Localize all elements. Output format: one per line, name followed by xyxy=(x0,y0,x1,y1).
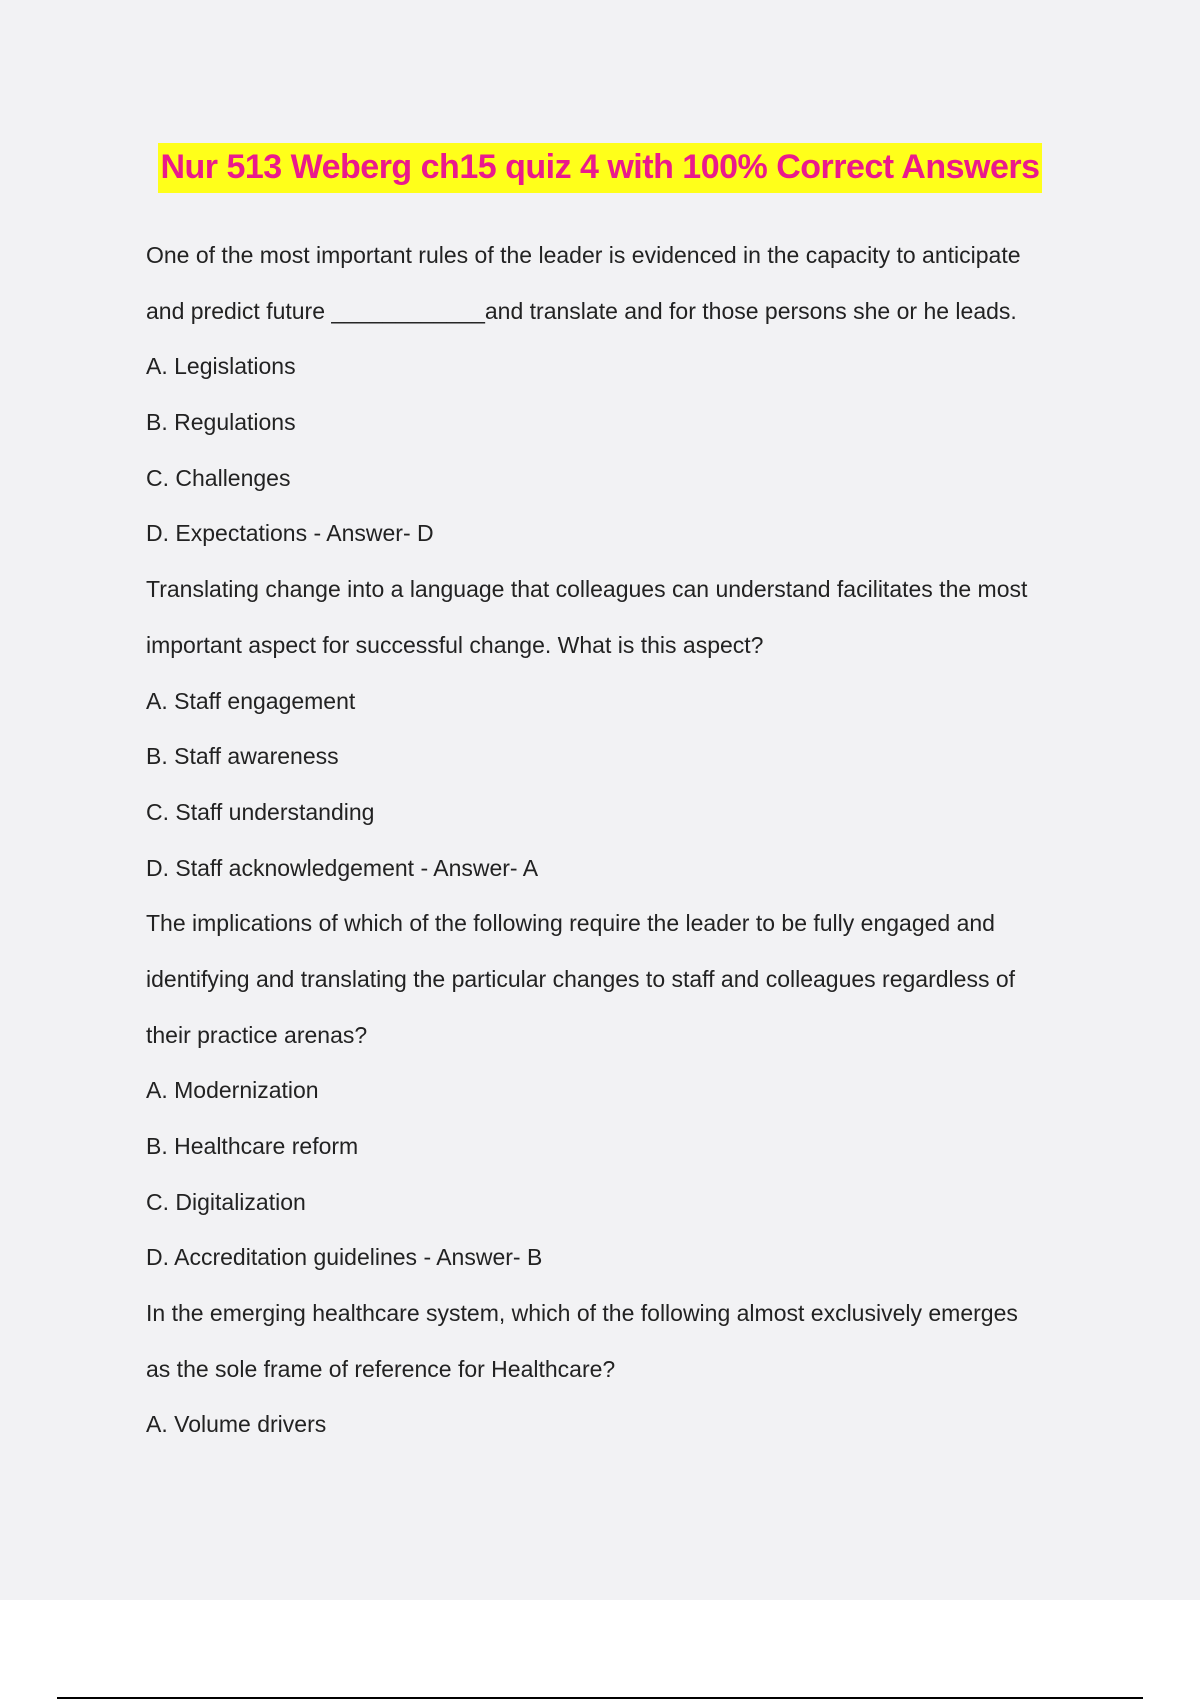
question-2-option-a: A. Staff engagement xyxy=(146,687,356,714)
document-body xyxy=(146,228,1086,1453)
question-2-option-c: C. Staff understanding xyxy=(146,798,375,825)
question-3-option-d-answer: D. Accreditation guidelines - Answer- B xyxy=(146,1244,543,1271)
question-3-line-3: their practice arenas? xyxy=(146,1021,368,1048)
question-3-option-a: A. Modernization xyxy=(146,1077,319,1104)
question-2-option-b: B. Staff awareness xyxy=(146,743,339,770)
question-4-line-1: In the emerging healthcare system, which of the following almost exclusively emerges xyxy=(146,1300,1018,1327)
question-1-option-d-answer: D. Expectations - Answer- D xyxy=(146,520,434,547)
question-4-line-2: as the sole frame of reference for Healthcare? xyxy=(146,1355,616,1382)
question-3-line-1: The implications of which of the following require the leader to be fully engaged and xyxy=(146,910,995,937)
question-4-option-a: A. Volume drivers xyxy=(146,1411,327,1438)
question-3-option-c: C. Digitalization xyxy=(146,1188,306,1215)
question-2-line-2: important aspect for successful change. What is this aspect? xyxy=(146,631,764,658)
question-1-line-2: and predict future ____________and translate and for those persons she or he leads. xyxy=(146,297,1017,324)
question-2-line-1: Translating change into a language that colleagues can understand facilitates the most xyxy=(146,576,1028,603)
question-2-option-d-answer: D. Staff acknowledgement - Answer- A xyxy=(146,854,539,881)
question-1-option-c: C. Challenges xyxy=(146,464,291,491)
question-3-option-b: B. Healthcare reform xyxy=(146,1133,359,1159)
question-1-line-1: One of the most important rules of the leader is evidenced in the capacity to anticipate xyxy=(146,242,1021,268)
question-1-option-b: B. Regulations xyxy=(146,409,296,436)
document-title: Nur 513 Weberg ch15 quiz 4 with 100% Correct Answers xyxy=(158,143,1041,193)
page-footer-rule xyxy=(57,1697,1143,1699)
title-wrap xyxy=(0,143,1200,193)
question-1-option-a: A. Legislations xyxy=(146,353,296,380)
question-3-line-2: identifying and translating the particular changes to staff and colleagues regardless of xyxy=(146,965,1016,992)
